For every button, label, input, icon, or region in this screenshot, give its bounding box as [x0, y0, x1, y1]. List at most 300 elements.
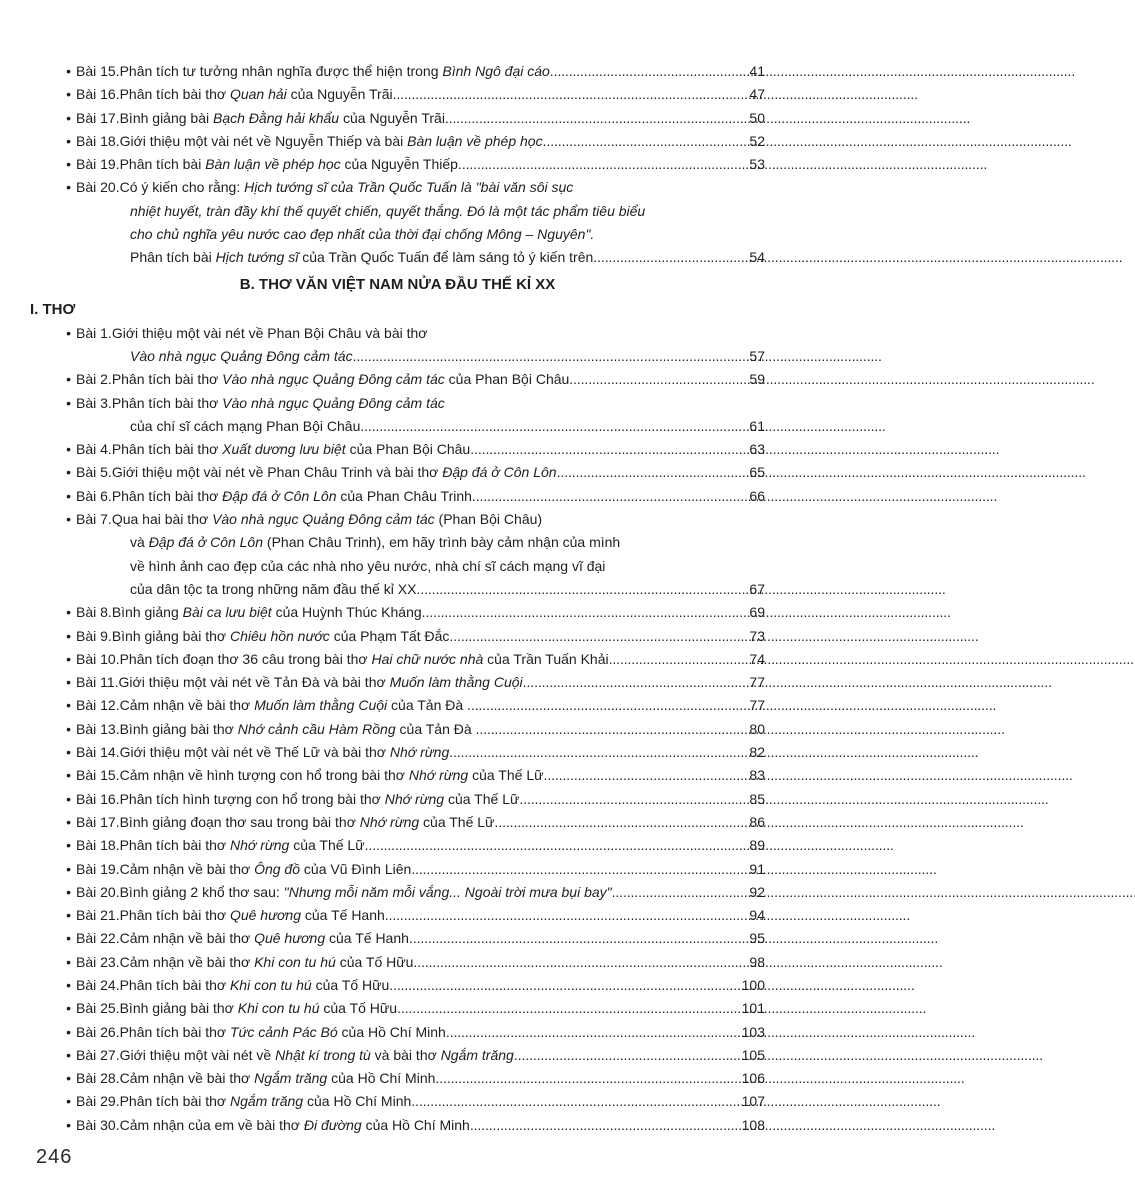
toc-title — [120, 60, 550, 83]
italic-title: "Nhưng mỗi năm mỗi vắng... Ngoài trời mưa bụi bay" — [283, 883, 612, 900]
toc-label: Bài 16. — [76, 86, 120, 103]
text-segment: . — [522, 674, 527, 691]
toc-label: Bài 13. — [76, 720, 120, 737]
text-segment: Phân tích bài thơ — [119, 976, 230, 993]
toc-title — [120, 107, 445, 130]
text-segment: Giới thiệu một vài nét về Nguyễn Thiếp và bài — [119, 132, 408, 149]
leader-dots — [453, 625, 747, 648]
toc-entry — [30, 130, 765, 153]
toc-entry-bai-3 — [30, 392, 765, 439]
italic-title: Ngắm trăng — [254, 1070, 328, 1087]
italic-title: Vào nhà ngục Quảng Đông cảm tác — [130, 347, 353, 364]
toc-entry — [30, 951, 765, 974]
bullet: • — [66, 813, 71, 830]
text-segment: của Tản Đà . — [387, 697, 471, 714]
text-segment: Cảm nhận về bài thơ — [119, 953, 255, 970]
italic-title: Đi đường — [303, 1116, 362, 1133]
toc-label: Bài 14. — [76, 744, 120, 761]
toc-title — [120, 153, 462, 176]
italic-title: Chiêu hồn nước — [229, 627, 330, 644]
toc-line — [30, 322, 765, 345]
toc-title — [112, 601, 426, 624]
toc-page-number: 54 — [749, 249, 765, 266]
toc-label: Bài 17. — [76, 813, 120, 830]
toc-page-number: 77 — [749, 674, 765, 691]
bullet: • — [66, 371, 71, 388]
toc-label: Bài 29. — [76, 1093, 120, 1110]
toc-title — [120, 951, 418, 974]
text-segment: của dân tộc ta trong những năm đầu thế kỉ XX. — [130, 580, 421, 597]
toc-entry — [30, 811, 765, 834]
italic-title: Vào nhà ngục Quảng Đông cảm tác — [222, 394, 445, 411]
text-segment: Bình giảng bài thơ — [111, 627, 230, 644]
toc-label: Bài 15. — [76, 767, 120, 784]
toc-line — [30, 625, 765, 648]
toc-entry-bai-1 — [30, 322, 765, 369]
bullet: • — [66, 744, 71, 761]
leader-dots — [450, 1021, 740, 1044]
leader-dots — [393, 83, 748, 106]
italic-title: Nhật kí trong tù — [275, 1046, 371, 1063]
text-segment: Bình giảng đoạn thơ sau trong bài thơ — [119, 813, 360, 830]
text-segment: của Vũ Đình Liên — [300, 860, 412, 877]
toc-line — [30, 1021, 765, 1044]
text-segment: Cảm nhận về bài thơ — [119, 930, 255, 947]
toc-line — [30, 508, 765, 531]
bullet: • — [66, 63, 71, 79]
toc-label: Bài 6. — [76, 487, 112, 504]
toc-line — [30, 974, 765, 997]
toc-entry — [30, 788, 765, 811]
text-segment: Phân tích bài thơ — [111, 441, 223, 458]
italic-title: Hịch tướng sĩ — [215, 249, 299, 266]
italic-title: Đập đá ở Côn Lôn — [442, 464, 557, 481]
toc-title — [120, 83, 393, 106]
text-segment: Bình giảng 2 khổ thơ sau: — [119, 883, 284, 900]
text-segment: của Phan Châu Trinh — [336, 487, 472, 504]
toc-label: Bài 18. — [76, 837, 120, 854]
toc-line — [30, 531, 765, 554]
italic-title: Khi con tu hú — [237, 1000, 320, 1017]
toc-title — [120, 858, 412, 881]
table-of-contents — [30, 60, 765, 1137]
toc-label: Bài 22. — [76, 930, 120, 947]
italic-title: Khi con tu hú — [229, 976, 312, 993]
toc-title — [130, 555, 605, 578]
toc-line — [30, 858, 765, 881]
text-segment: của Hồ Chí Minh. — [327, 1070, 440, 1087]
section-heading-b: B. THƠ VĂN VIỆT NAM NỬA ĐẦU THẾ KỈ XX — [239, 275, 556, 293]
text-segment: Giới thiệu một vài nét về Phan Bội Châu và bài thơ — [111, 324, 428, 341]
toc-page-number: 80 — [749, 720, 765, 737]
leader-dots — [527, 671, 748, 694]
italic-title: Tức cảnh Pác Bó — [229, 1023, 338, 1040]
toc-entry-bai-20-hich — [30, 176, 765, 269]
toc-line — [30, 153, 765, 176]
italic-title: Muốn làm thằng Cuội — [389, 674, 523, 691]
italic-title: Nhớ rừng — [229, 837, 290, 854]
text-segment: Phân tích đoạn thơ 36 câu trong bài thơ — [119, 650, 372, 667]
leader-dots — [470, 1114, 740, 1137]
toc-label: Bài 15. — [76, 63, 120, 79]
toc-page-number: 98 — [749, 953, 765, 970]
text-segment: của Thế Lữ. — [289, 837, 369, 854]
toc-entry — [30, 997, 765, 1020]
toc-entry — [30, 881, 765, 904]
toc-line — [30, 223, 765, 246]
text-segment: của Tố Hữu — [311, 976, 390, 993]
leader-dots — [609, 648, 748, 671]
italic-title: Nhớ rừng — [359, 813, 420, 830]
text-segment: của Tế Hanh. — [325, 930, 413, 947]
text-segment: Cảm nhận về bài thơ — [119, 860, 255, 877]
text-segment: của Tản Đà . — [395, 720, 480, 737]
toc-entry — [30, 858, 765, 881]
text-segment: . — [449, 744, 454, 761]
toc-line — [30, 200, 765, 223]
italic-title: Bàn luận về phép học — [205, 156, 341, 173]
toc-line — [30, 904, 765, 927]
bullet: • — [66, 1000, 71, 1017]
text-segment: Phân tích bài thơ — [119, 1093, 230, 1110]
toc-label: Bài 25. — [76, 1000, 120, 1017]
text-segment: Phân tích bài thơ — [119, 907, 230, 924]
toc-page-number: 67 — [749, 580, 765, 597]
italic-title: Bình Ngô đại cáo — [442, 63, 550, 79]
toc-title — [130, 578, 420, 601]
text-segment: Phân tích bài thơ — [111, 487, 223, 504]
leader-dots — [401, 997, 740, 1020]
text-segment: Cảm nhận về bài thơ — [119, 1070, 255, 1087]
toc-line — [30, 601, 765, 624]
bullet: • — [66, 720, 71, 737]
toc-page-number: 105 — [741, 1046, 765, 1063]
toc-label: Bài 16. — [76, 790, 120, 807]
toc-entry — [30, 1021, 765, 1044]
italic-title: Hịch tướng sĩ của Trần Quốc Tuấn là "bài văn sôi sục — [244, 179, 574, 196]
toc-group-c — [30, 601, 765, 1137]
text-segment: Giới thiệu một vài nét về Thế Lữ và bài thơ — [119, 744, 390, 761]
toc-entry — [30, 927, 765, 950]
italic-title: Muốn làm thằng Cuội — [254, 697, 388, 714]
toc-page-number: 59 — [749, 371, 765, 388]
toc-page-number: 53 — [749, 156, 765, 173]
toc-page-number: 107 — [741, 1093, 765, 1110]
bullet: • — [66, 464, 71, 481]
toc-page-number: 74 — [749, 650, 765, 667]
toc-line — [30, 1067, 765, 1090]
text-segment: của Hồ Chí Minh. — [337, 1023, 450, 1040]
text-segment: của Trần Quốc Tuấn để làm sáng tỏ ý kiến trên. — [298, 249, 598, 266]
text-segment: của Huỳnh Thúc Kháng. — [271, 604, 426, 621]
text-segment: Cảm nhận về bài thơ — [119, 697, 255, 714]
bullet: • — [66, 650, 71, 667]
leader-dots — [518, 1044, 740, 1067]
toc-entry — [30, 60, 765, 83]
toc-page-number: 101 — [741, 1000, 765, 1017]
toc-line — [30, 107, 765, 130]
italic-title: Bài ca lưu biệt — [182, 604, 272, 621]
toc-page-number: 57 — [749, 347, 765, 364]
bullet: • — [66, 441, 71, 458]
leader-dots — [462, 153, 748, 176]
toc-group-b — [30, 438, 765, 508]
text-segment: của Hồ Chí Minh — [361, 1116, 470, 1133]
toc-title — [112, 368, 569, 391]
text-segment: Bình giảng bài thơ — [119, 1000, 238, 1017]
leader-dots — [550, 60, 748, 83]
text-segment: Bình giảng bài — [119, 109, 213, 126]
toc-page-number: 100 — [741, 976, 765, 993]
bullet: • — [66, 627, 71, 644]
text-segment: Phân tích hình tượng con hổ trong bài thơ — [119, 790, 385, 807]
toc-title — [120, 1021, 450, 1044]
toc-label: Bài 8. — [76, 604, 112, 621]
toc-page-number: 89 — [749, 837, 765, 854]
toc-page-number: 47 — [749, 86, 765, 103]
text-segment: của Hồ Chí Minh. — [303, 1093, 416, 1110]
text-segment: của Thế Lữ. — [468, 767, 548, 784]
bullet: • — [66, 487, 71, 504]
toc-line — [30, 130, 765, 153]
toc-label: Bài 30. — [76, 1116, 120, 1133]
leader-dots — [368, 834, 747, 857]
leader-dots — [547, 764, 747, 787]
bullet: • — [66, 1070, 71, 1087]
text-segment: của Phan Bội Châu — [444, 371, 570, 388]
toc-line — [30, 648, 765, 671]
toc-title — [120, 648, 609, 671]
toc-page-number: 69 — [749, 604, 765, 621]
text-segment: của Tố Hữu. — [335, 953, 418, 970]
toc-line — [30, 718, 765, 741]
leader-dots — [546, 130, 747, 153]
toc-page-number: 106 — [741, 1070, 765, 1087]
italic-title: Xuất dương lưu biệt — [222, 441, 346, 458]
leader-dots — [479, 718, 747, 741]
italic-title: Bàn luận về phép học — [407, 132, 543, 149]
toc-line — [30, 555, 765, 578]
italic-title: cho chủ nghĩa yêu nước cao đẹp nhất của thời đại chống Mông – Nguyên". — [130, 226, 595, 243]
leader-dots — [597, 246, 747, 269]
toc-title — [120, 927, 413, 950]
toc-line — [30, 997, 765, 1020]
bullet: • — [66, 86, 71, 103]
toc-line — [30, 834, 765, 857]
text-segment: Phân tích bài thơ — [119, 837, 230, 854]
toc-title — [112, 322, 428, 345]
toc-title — [130, 223, 594, 246]
toc-title — [120, 130, 547, 153]
toc-title — [112, 485, 472, 508]
toc-entry — [30, 107, 765, 130]
text-segment: Phân tích bài thơ — [111, 394, 223, 411]
toc-entry — [30, 694, 765, 717]
italic-title: Nhớ rừng — [389, 744, 450, 761]
toc-entry — [30, 485, 765, 508]
text-segment: của chí sĩ cách mạng Phan Bội Châu — [130, 417, 361, 434]
italic-title: Nhớ cảnh cầu Hàm Rồng — [237, 720, 396, 737]
toc-title — [112, 438, 474, 461]
text-segment: Cảm nhận về hình tượng con hổ trong bài thơ — [119, 767, 409, 784]
toc-title — [120, 811, 499, 834]
toc-title — [112, 392, 445, 415]
toc-line — [30, 461, 765, 484]
bullet: • — [66, 907, 71, 924]
leader-dots — [411, 858, 747, 881]
italic-title: Bạch Đằng hải khẩu — [213, 109, 340, 126]
leader-dots — [360, 415, 747, 438]
leader-dots — [498, 811, 747, 834]
italic-title: Đập đá ở Côn Lôn — [222, 487, 337, 504]
bullet: • — [66, 1046, 71, 1063]
leader-dots — [453, 741, 747, 764]
toc-line — [30, 1090, 765, 1113]
toc-label: Bài 17. — [76, 109, 120, 126]
toc-page-number: 82 — [749, 744, 765, 761]
toc-label: Bài 11. — [76, 674, 119, 691]
bullet: • — [66, 790, 71, 807]
leader-dots — [439, 1067, 739, 1090]
toc-title — [130, 531, 620, 554]
toc-entry — [30, 1090, 765, 1113]
bullet: • — [66, 324, 71, 341]
text-segment: Phân tích bài — [119, 156, 206, 173]
toc-title — [120, 176, 574, 199]
toc-line — [30, 1044, 765, 1067]
toc-line — [30, 176, 765, 199]
toc-label: Bài 19. — [76, 156, 120, 173]
toc-label: Bài 4. — [76, 441, 112, 458]
text-segment: Bình giảng bài thơ — [119, 720, 238, 737]
bullet: • — [66, 953, 71, 970]
toc-label: Bài 20. — [76, 883, 120, 900]
text-segment: của Tố Hữu. — [319, 1000, 401, 1017]
leader-dots — [472, 485, 748, 508]
italic-title: Nhớ rừng — [384, 790, 445, 807]
toc-entry — [30, 1114, 765, 1137]
page-number: 246 — [36, 1146, 73, 1168]
bullet: • — [66, 109, 71, 126]
text-segment: của Tế Hanh — [301, 907, 385, 924]
toc-label: Bài 12. — [76, 697, 120, 714]
toc-entry — [30, 764, 765, 787]
bullet: • — [66, 860, 71, 877]
toc-label: Bài 7. — [76, 511, 112, 528]
text-segment: Phân tích bài — [130, 249, 216, 266]
toc-title — [120, 974, 390, 997]
toc-entry-bai-7 — [30, 508, 765, 601]
toc-page-number: 91 — [749, 860, 765, 877]
toc-entry — [30, 671, 765, 694]
toc-page-number: 85 — [749, 790, 765, 807]
toc-title — [112, 625, 453, 648]
toc-page-number: 77 — [749, 697, 765, 714]
italic-title: Khi con tu hú — [254, 953, 336, 970]
italic-title: Quê hương — [229, 907, 301, 924]
toc-page-number: 86 — [749, 813, 765, 830]
toc-title — [120, 1090, 416, 1113]
toc-line — [30, 694, 765, 717]
toc-entry — [30, 718, 765, 741]
toc-page-number: 73 — [749, 627, 765, 644]
leader-dots — [385, 904, 748, 927]
italic-title: Vào nhà ngục Quảng Đông cảm tác — [222, 371, 445, 388]
italic-title: Ngắm trăng — [229, 1093, 304, 1110]
toc-entry — [30, 625, 765, 648]
bullet: • — [66, 976, 71, 993]
leader-dots — [569, 368, 747, 391]
toc-label: Bài 3. — [76, 394, 112, 411]
leader-dots — [612, 881, 748, 904]
toc-title — [120, 881, 612, 904]
toc-title — [120, 788, 524, 811]
leader-dots — [426, 601, 748, 624]
toc-entry — [30, 461, 765, 484]
italic-title: Quan hải — [229, 86, 287, 103]
text-segment: của Nguyễn Thiếp. — [340, 156, 462, 173]
toc-label: Bài 24. — [76, 976, 120, 993]
bullet: • — [66, 697, 71, 714]
toc-line — [30, 60, 765, 83]
toc-label: Bài 27. — [76, 1046, 120, 1063]
text-segment: Phân tích bài thơ — [119, 86, 230, 103]
bullet: • — [66, 394, 71, 411]
toc-title — [130, 415, 360, 438]
leader-dots — [415, 1090, 739, 1113]
toc-page-number: 41 — [749, 63, 765, 79]
bullet: • — [66, 837, 71, 854]
text-segment: của Trần Tuấn Khải — [483, 650, 609, 667]
toc-label: Bài 18. — [76, 132, 120, 149]
toc-title — [120, 1044, 518, 1067]
toc-label: Bài 23. — [76, 953, 120, 970]
text-segment: của Thế Lữ. — [444, 790, 524, 807]
toc-line — [30, 951, 765, 974]
text-segment: và — [130, 534, 149, 551]
toc-line — [30, 438, 765, 461]
toc-title — [119, 671, 527, 694]
sub-heading-tho: I. THƠ — [30, 300, 76, 318]
italic-title: Nhớ rừng — [408, 767, 469, 784]
italic-title: Vào nhà ngục Quảng Đông cảm tác — [212, 511, 435, 528]
bullet: • — [66, 883, 71, 900]
bullet: • — [66, 930, 71, 947]
text-segment: Phân tích tư tưởng nhân nghĩa được thể hiện trong — [119, 63, 443, 79]
leader-dots — [523, 788, 747, 811]
toc-line — [30, 345, 765, 368]
bullet: • — [66, 1116, 71, 1133]
bullet: • — [66, 767, 71, 784]
toc-title — [120, 1067, 440, 1090]
toc-line — [30, 485, 765, 508]
text-segment: . — [513, 1046, 518, 1063]
toc-page-number: 103 — [741, 1023, 765, 1040]
toc-entry-bai-2 — [30, 368, 765, 391]
leader-dots — [413, 927, 748, 950]
bullet: • — [66, 511, 71, 528]
text-segment: Cảm nhận của em về bài thơ — [119, 1116, 304, 1133]
toc-title — [120, 834, 369, 857]
leader-dots — [420, 578, 747, 601]
toc-page-number: 65 — [749, 464, 765, 481]
toc-page-number: 92 — [749, 883, 765, 900]
toc-entry — [30, 1067, 765, 1090]
toc-page-number: 94 — [749, 907, 765, 924]
text-segment: của Phạm Tất Đắc. — [329, 627, 454, 644]
leader-dots — [560, 461, 747, 484]
italic-title: Quê hương — [254, 930, 326, 947]
